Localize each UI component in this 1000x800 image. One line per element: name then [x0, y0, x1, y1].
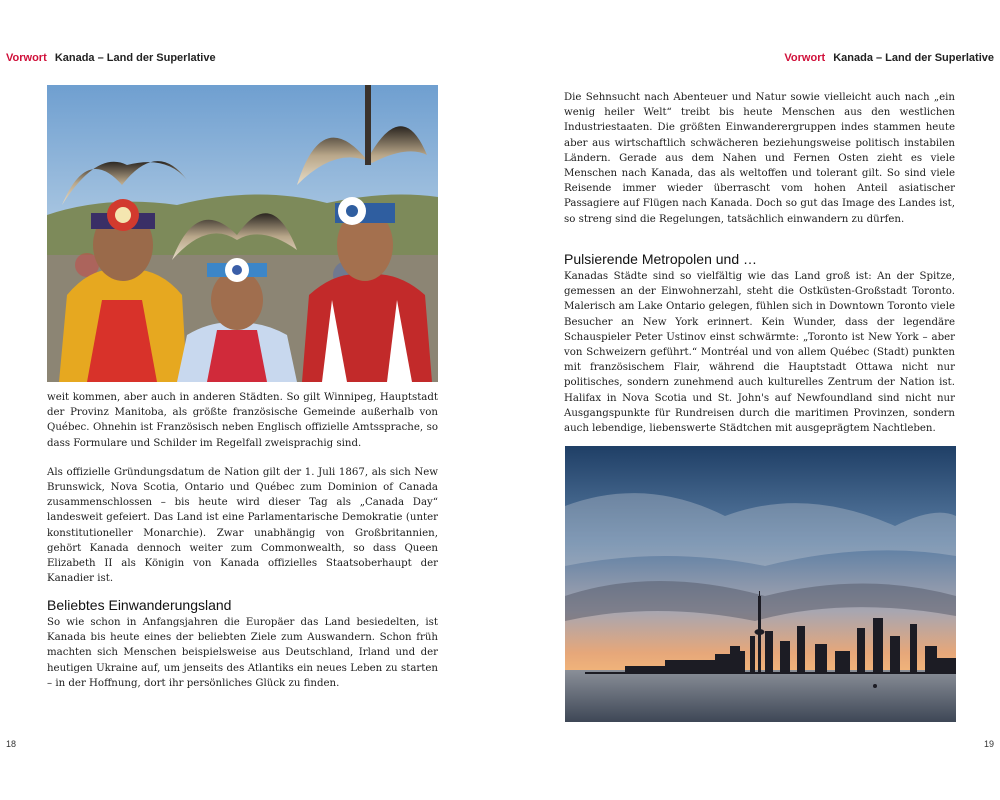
left-section-text: [47, 615, 438, 691]
powwow-children-photo: [47, 85, 438, 382]
left-intro-text: [47, 390, 438, 586]
running-head-section: Vorwort: [6, 52, 47, 64]
running-head-title: Kanada – Land der Superlative: [833, 52, 994, 64]
toronto-skyline-photo: [565, 446, 956, 722]
running-head-title: Kanada – Land der Superlative: [54, 52, 216, 64]
paragraph-staedte: Kanadas Städte sind so vielfältig wie das Land groß ist: An der Spitze, gemessen an der Einwohnerzahl, steht die Ostküsten-Großstadt Toronto. Malerisch am Lake Ontario gelegen, fühlen sich in Downtown Toronto viele Besucher an New York erinnert. Kein Wunder, dass der legendäre Schauspieler Peter Ustinov einst schwärmte: „Toronto ist New York – aber von Schweizern geführt.“ Montréal und von allem Québec (Stadt) punkten mit französischem Flair, während die Hauptstadt Ottawa nicht nur politisches, sondern zunehmend auch kulturelles Zentrum der Nation ist. Halifax in Nova Scotia und St. John's auf Newfoundland sind nicht nur Ausgangspunkte für Rundreisen durch die maritimen Provinzen, sondern auch lebendige, liebenswerte Städtchen mit ausgeprägtem Nachtleben.: [564, 271, 955, 435]
right-section-text: [564, 269, 955, 436]
paragraph-winnipeg: weit kommen, aber auch in anderen Städten. So gilt Winnipeg, Hauptstadt der Provinz Manitoba, als größte französische Gemeinde außerhalb von Québec. Ohnehin ist Französisch neben Englisch offizielle Amtssprache, so dass Formulare und Schilder im Regelfall zweisprachig sind.: [47, 392, 438, 449]
right-page: [500, 0, 1000, 800]
right-intro-text: [564, 90, 955, 227]
running-head-right: [784, 52, 994, 64]
paragraph-sehnsucht: Die Sehnsucht nach Abenteuer und Natur sowie vielleicht auch nach „ein wenig heiler Welt“ treibt bis heute Menschen aus den westlichen Industriestaaten. Die größten Einwanderergruppen indes stammen heute aber aus wirtschaftlich schwächeren beziehungsweise politisch instabilen Ländern. Gerade aus dem Nahen und Fernen Osten zieht es viele Menschen nach Kanada, das als weltoffen und tolerant gilt. So sind viele Reisende immer wieder überrascht vom hohen Anteil asiatischer Passagiere auf Flügen nach Kanada. Doch so gut das Image des Landes ist, so streng sind die Regelungen, tatsächlich einwandern zu dürfen.: [564, 92, 955, 225]
page-number-right: 19: [983, 739, 994, 749]
heading-metropolen: Pulsierende Metropolen und …: [564, 251, 758, 267]
heading-einwanderungsland: Beliebtes Einwanderungsland: [47, 597, 232, 613]
paragraph-founding: Als offizielle Gründungsdatum de Nation gilt der 1. Juli 1867, als sich New Brunswick, Nova Scotia, Ontario und Québec zum Dominion of Canada zusammenschlossen – bis heute wird dieser Tag als „Canada Day“ landesweit gefeiert. Das Land ist eine Parlamentarische Demokratie (unter konstitutioneller Monarchie). Zwar unabhängig von Großbritannien, gehört Kanada dennoch weiter zum Commonwealth, so dass Queen Elizabeth II als Königin von Kanada offizielles Staatsoberhaupt der Kanadier ist.: [47, 466, 438, 585]
running-head-left: [6, 52, 216, 64]
page-number-left: 18: [6, 739, 17, 749]
running-head-section: Vorwort: [784, 52, 826, 64]
paragraph-auswandern: So wie schon in Anfangsjahren die Europäer das Land besiedelten, ist Kanada bis heute eines der beliebten Ziele zum Auswandern. Schon früh machten sich Menschen beispielsweise aus Deutschland, Irland und der heutigen Ukraine auf, um jenseits des Atlantiks ein neues Leben zu starten – in der Hoffnung, dort ihr persönliches Glück zu finden.: [47, 617, 438, 689]
